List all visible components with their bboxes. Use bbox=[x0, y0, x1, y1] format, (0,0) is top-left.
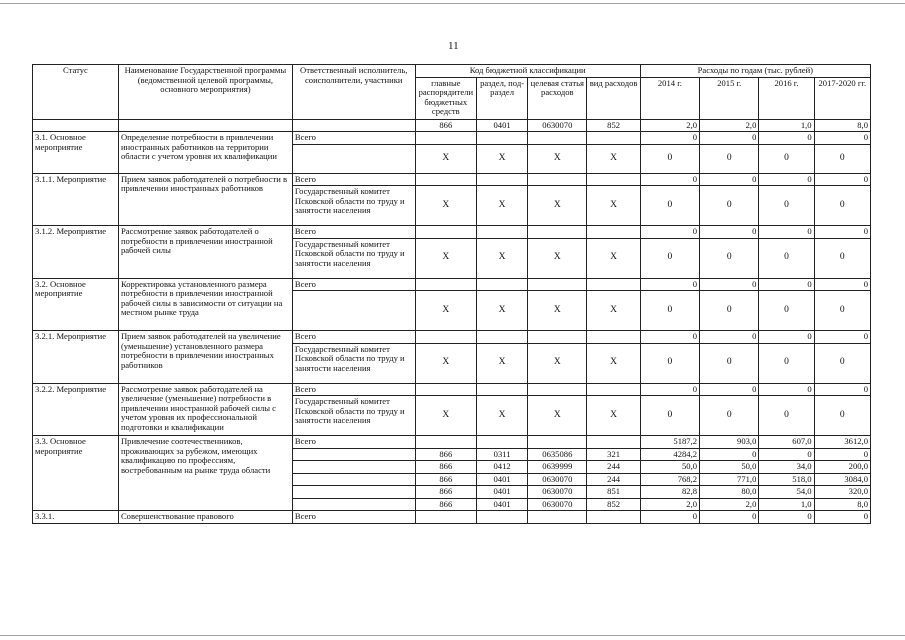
code-row-name bbox=[118, 119, 292, 132]
value-2015: 0 bbox=[700, 226, 759, 239]
x-mark: Х bbox=[528, 186, 587, 226]
header-2017-2020: 2017-2020 гг. bbox=[814, 77, 870, 119]
value-2015: 0 bbox=[700, 186, 759, 226]
value-2016: 607,0 bbox=[759, 436, 814, 449]
header-status: Статус bbox=[33, 65, 119, 120]
value-2016: 0 bbox=[759, 343, 814, 383]
code-vr: 244 bbox=[587, 461, 640, 474]
executor-cell bbox=[292, 291, 415, 331]
value-2016: 0 bbox=[759, 226, 814, 239]
value-2015: 0 bbox=[700, 278, 759, 291]
value-2014: 0 bbox=[640, 331, 699, 344]
value-2017-2020: 0 bbox=[814, 173, 870, 186]
value-2016: 34,0 bbox=[759, 461, 814, 474]
code-2016: 1,0 bbox=[759, 119, 814, 132]
value-2015: 0 bbox=[700, 383, 759, 396]
code-csr: 0639999 bbox=[528, 461, 587, 474]
value-2014: 0 bbox=[640, 238, 699, 278]
value-2014: 0 bbox=[640, 396, 699, 436]
x-mark: Х bbox=[477, 238, 528, 278]
value-2017-2020: 0 bbox=[814, 448, 870, 461]
header-rzpr: раздел, под-раздел bbox=[477, 77, 528, 119]
value-2015: 0 bbox=[700, 132, 759, 145]
code-2015: 2,0 bbox=[700, 119, 759, 132]
value-2014: 50,0 bbox=[640, 461, 699, 474]
value-2015: 0 bbox=[700, 238, 759, 278]
x-mark: Х bbox=[477, 186, 528, 226]
value-2017-2020: 200,0 bbox=[814, 461, 870, 474]
value-2017-2020: 0 bbox=[814, 331, 870, 344]
value-2015: 2,0 bbox=[700, 498, 759, 511]
total-label: Всего bbox=[292, 331, 415, 344]
code-row-executor bbox=[292, 119, 415, 132]
name-cell: Корректировка установленного размера потребности в привлечении иностранной рабочей силы в зависимости от ситуации на местном рынке труда bbox=[118, 278, 292, 331]
name-cell: Прием заявок работодателей о потребности в привлечении иностранных работников bbox=[118, 173, 292, 226]
value-2016: 1,0 bbox=[759, 498, 814, 511]
header-grbs: главные распорядители бюджетных средств bbox=[415, 77, 476, 119]
x-mark: Х bbox=[415, 144, 476, 173]
code-grbs: 866 bbox=[415, 498, 476, 511]
value-2017-2020: 8,0 bbox=[814, 498, 870, 511]
value-2016: 0 bbox=[759, 511, 814, 524]
header-vr: вид расходов bbox=[587, 77, 640, 119]
status-cell: 3.1.2. Мероприятие bbox=[33, 226, 119, 279]
x-mark: Х bbox=[477, 396, 528, 436]
value-2016: 0 bbox=[759, 331, 814, 344]
name-cell: Рассмотрение заявок работодателей о потребности в привлечении иностранной рабочей силы bbox=[118, 226, 292, 279]
value-2015: 0 bbox=[700, 448, 759, 461]
code-rzpr: 0401 bbox=[477, 486, 528, 499]
value-2016: 0 bbox=[759, 238, 814, 278]
value-2017-2020: 0 bbox=[814, 383, 870, 396]
x-mark: Х bbox=[587, 291, 640, 331]
x-mark: Х bbox=[477, 343, 528, 383]
header-csr: целевая статья расходов bbox=[528, 77, 587, 119]
executor-cell: Государственный комитет Псковской области по труду и занятости населения bbox=[292, 396, 415, 436]
scan-artifact-bottom bbox=[0, 635, 905, 636]
value-2016: 518,0 bbox=[759, 473, 814, 486]
total-label: Всего bbox=[292, 278, 415, 291]
value-2017-2020: 0 bbox=[814, 132, 870, 145]
code-csr: 0630070 bbox=[528, 119, 587, 132]
x-mark: Х bbox=[415, 238, 476, 278]
header-name: Наименование Государственной программы (ведомственной целевой программы, основного мероприятия) bbox=[118, 65, 292, 120]
executor-cell bbox=[292, 144, 415, 173]
code-2014: 2,0 bbox=[640, 119, 699, 132]
total-label: Всего bbox=[292, 511, 415, 524]
row-3-1-2-total bbox=[33, 226, 871, 239]
value-2014: 82,8 bbox=[640, 486, 699, 499]
value-2017-2020: 3612,0 bbox=[814, 436, 870, 449]
code-vr: 852 bbox=[587, 498, 640, 511]
value-2016: 0 bbox=[759, 132, 814, 145]
name-cell: Привлечение соотечественников, проживающих за рубежом, имеющих квалификацию по профессиям, востребованным на рынке труда области bbox=[118, 436, 292, 511]
x-mark: Х bbox=[477, 144, 528, 173]
value-2016: 0 bbox=[759, 186, 814, 226]
total-label: Всего bbox=[292, 226, 415, 239]
name-cell: Прием заявок работодателей на увеличение (уменьшение) установленного размера потребности в привлечении иностранных работников bbox=[118, 331, 292, 384]
value-2015: 0 bbox=[700, 144, 759, 173]
status-cell: 3.1.1. Мероприятие bbox=[33, 173, 119, 226]
status-cell: 3.2.1. Мероприятие bbox=[33, 331, 119, 384]
x-mark: Х bbox=[528, 343, 587, 383]
value-2017-2020: 0 bbox=[814, 278, 870, 291]
code-rzpr: 0412 bbox=[477, 461, 528, 474]
row-3-2-2-total bbox=[33, 383, 871, 396]
value-2015: 771,0 bbox=[700, 473, 759, 486]
code-csr: 0630070 bbox=[528, 498, 587, 511]
value-2017-2020: 0 bbox=[814, 144, 870, 173]
code-rzpr: 0401 bbox=[477, 473, 528, 486]
row-3-1-total bbox=[33, 132, 871, 145]
value-2016: 0 bbox=[759, 448, 814, 461]
value-2017-2020: 0 bbox=[814, 186, 870, 226]
code-csr: 0630070 bbox=[528, 473, 587, 486]
value-2014: 768,2 bbox=[640, 473, 699, 486]
value-2016: 0 bbox=[759, 173, 814, 186]
value-2017-2020: 0 bbox=[814, 511, 870, 524]
code-rzpr: 0401 bbox=[477, 498, 528, 511]
value-2015: 0 bbox=[700, 331, 759, 344]
value-2015: 0 bbox=[700, 291, 759, 331]
value-2014: 0 bbox=[640, 132, 699, 145]
value-2015: 0 bbox=[700, 343, 759, 383]
row-3-3-total bbox=[33, 436, 871, 449]
x-mark: Х bbox=[415, 396, 476, 436]
scan-artifact-top bbox=[0, 3, 905, 4]
value-2014: 0 bbox=[640, 144, 699, 173]
code-csr: 0630070 bbox=[528, 486, 587, 499]
code-row-status bbox=[33, 119, 119, 132]
value-2015: 50,0 bbox=[700, 461, 759, 474]
total-label: Всего bbox=[292, 132, 415, 145]
value-2015: 80,0 bbox=[700, 486, 759, 499]
value-2017-2020: 0 bbox=[814, 396, 870, 436]
row-3-3-1-total bbox=[33, 511, 871, 524]
status-cell: 3.3. Основное мероприятие bbox=[33, 436, 119, 511]
x-mark: Х bbox=[587, 343, 640, 383]
value-2014: 5187,2 bbox=[640, 436, 699, 449]
value-2016: 0 bbox=[759, 396, 814, 436]
x-mark: Х bbox=[528, 144, 587, 173]
name-cell: Определение потребности в привлечении иностранных работников на территории области с учетом уровня их квалификации bbox=[118, 132, 292, 174]
code-csr: 0635086 bbox=[528, 448, 587, 461]
header-2016: 2016 г. bbox=[759, 77, 814, 119]
x-mark: Х bbox=[415, 186, 476, 226]
x-mark: Х bbox=[587, 396, 640, 436]
total-label: Всего bbox=[292, 383, 415, 396]
x-mark: Х bbox=[528, 396, 587, 436]
x-mark: Х bbox=[415, 343, 476, 383]
x-mark: Х bbox=[415, 291, 476, 331]
value-2016: 0 bbox=[759, 144, 814, 173]
executor-cell: Государственный комитет Псковской области по труду и занятости населения bbox=[292, 238, 415, 278]
status-cell: 3.3.1. bbox=[33, 511, 119, 524]
header-row-1 bbox=[33, 65, 871, 78]
code-vr: 851 bbox=[587, 486, 640, 499]
code-grbs: 866 bbox=[415, 486, 476, 499]
header-executor: Ответственный исполнитель, соисполнители, участники bbox=[292, 65, 415, 120]
code-vr: 321 bbox=[587, 448, 640, 461]
value-2017-2020: 0 bbox=[814, 238, 870, 278]
header-expenses: Расходы по годам (тыс. рублей) bbox=[640, 65, 870, 78]
budget-table bbox=[32, 64, 871, 524]
header-budget-code: Код бюджетной классификации bbox=[415, 65, 640, 78]
x-mark: Х bbox=[587, 144, 640, 173]
header-2014: 2014 г. bbox=[640, 77, 699, 119]
value-2016: 0 bbox=[759, 383, 814, 396]
code-rzpr: 0311 bbox=[477, 448, 528, 461]
x-mark: Х bbox=[528, 291, 587, 331]
row-3-1-1-total bbox=[33, 173, 871, 186]
name-cell: Рассмотрение заявок работодателей на увеличение (уменьшение) потребности в привлечении иностранной рабочей силы с учетом уровня их профессиональной подготовки и квалификации bbox=[118, 383, 292, 436]
executor-cell: Государственный комитет Псковской области по труду и занятости населения bbox=[292, 186, 415, 226]
row-3-2-total bbox=[33, 278, 871, 291]
value-2014: 0 bbox=[640, 511, 699, 524]
value-2015: 0 bbox=[700, 396, 759, 436]
value-2014: 0 bbox=[640, 343, 699, 383]
value-2014: 4284,2 bbox=[640, 448, 699, 461]
status-cell: 3.2. Основное мероприятие bbox=[33, 278, 119, 331]
x-mark: Х bbox=[528, 238, 587, 278]
code-grbs: 866 bbox=[415, 473, 476, 486]
value-2015: 903,0 bbox=[700, 436, 759, 449]
page-number: 11 bbox=[448, 40, 459, 52]
value-2017-2020: 3084,0 bbox=[814, 473, 870, 486]
total-label: Всего bbox=[292, 436, 415, 449]
code-grbs: 866 bbox=[415, 119, 476, 132]
code-grbs: 866 bbox=[415, 461, 476, 474]
value-2014: 0 bbox=[640, 383, 699, 396]
status-cell: 3.1. Основное мероприятие bbox=[33, 132, 119, 174]
code-vr: 244 bbox=[587, 473, 640, 486]
code-2017-2020: 8,0 bbox=[814, 119, 870, 132]
value-2016: 0 bbox=[759, 278, 814, 291]
value-2015: 0 bbox=[700, 511, 759, 524]
value-2017-2020: 0 bbox=[814, 291, 870, 331]
code-rzpr: 0401 bbox=[477, 119, 528, 132]
value-2014: 2,0 bbox=[640, 498, 699, 511]
row-3-2-1-total bbox=[33, 331, 871, 344]
value-2014: 0 bbox=[640, 186, 699, 226]
value-2014: 0 bbox=[640, 226, 699, 239]
code-row bbox=[33, 119, 871, 132]
value-2017-2020: 0 bbox=[814, 343, 870, 383]
header-2015: 2015 г. bbox=[700, 77, 759, 119]
value-2014: 0 bbox=[640, 173, 699, 186]
value-2015: 0 bbox=[700, 173, 759, 186]
value-2016: 54,0 bbox=[759, 486, 814, 499]
code-vr: 852 bbox=[587, 119, 640, 132]
executor-cell: Государственный комитет Псковской области по труду и занятости населения bbox=[292, 343, 415, 383]
code-grbs: 866 bbox=[415, 448, 476, 461]
name-cell: Совершенствование правового bbox=[118, 511, 292, 524]
value-2017-2020: 320,0 bbox=[814, 486, 870, 499]
total-label: Всего bbox=[292, 173, 415, 186]
value-2014: 0 bbox=[640, 291, 699, 331]
status-cell: 3.2.2. Мероприятие bbox=[33, 383, 119, 436]
x-mark: Х bbox=[477, 291, 528, 331]
value-2016: 0 bbox=[759, 291, 814, 331]
value-2014: 0 bbox=[640, 278, 699, 291]
value-2017-2020: 0 bbox=[814, 226, 870, 239]
x-mark: Х bbox=[587, 186, 640, 226]
x-mark: Х bbox=[587, 238, 640, 278]
